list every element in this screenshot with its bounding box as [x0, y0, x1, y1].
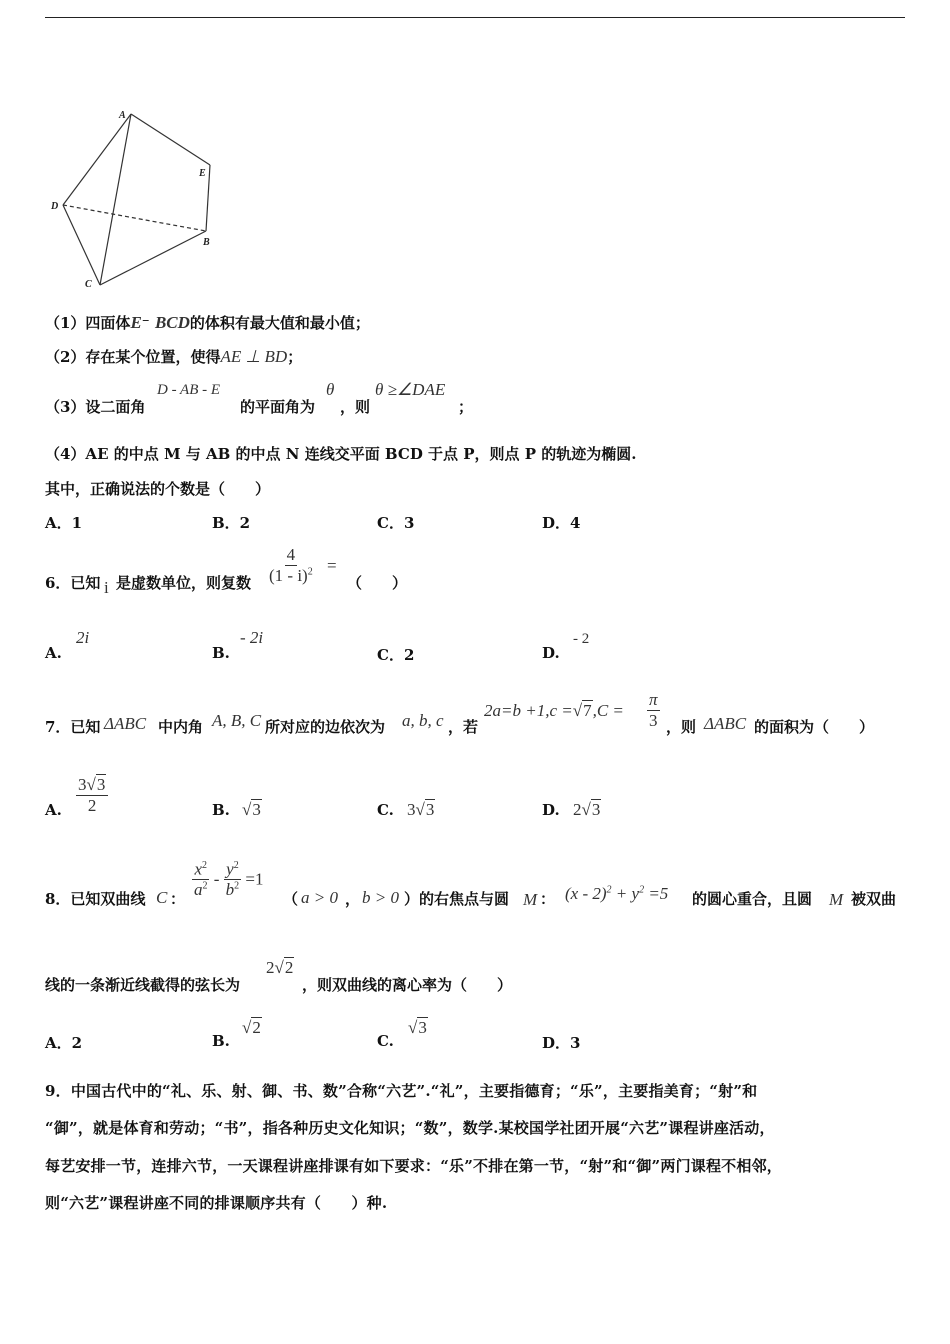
q7-option-b-label: B.: [212, 801, 230, 819]
edge-dc: [63, 205, 100, 285]
q9-line-1: 9．中国古代中的“礼、乐、射、御、书、数”合称“六艺”.“礼”，主要指德育；“乐”，主要指美育；“射”和: [45, 1082, 758, 1100]
q6-option-c: C．2: [377, 646, 415, 664]
q8-option-a: A．2: [45, 1034, 83, 1052]
tetrahedron-figure: [45, 100, 225, 295]
q7-condition: 2a=b +1,c =√7,C =: [484, 701, 624, 720]
q7-option-c-label: C.: [377, 801, 394, 819]
q7-option-a-value: $\frac{3√3}{2}$: [76, 776, 108, 816]
q8-option-d: D．3: [542, 1034, 581, 1052]
q7-option-d-label: D.: [542, 801, 560, 819]
label-a: A: [119, 110, 126, 121]
q5-theta: θ: [326, 380, 335, 399]
q8-cond-close: ）的右焦点与圆: [404, 890, 510, 908]
q7-three: 3: [649, 710, 658, 730]
q7-stem-mid4: ，则: [666, 718, 697, 736]
q8-circle-m: M: [523, 890, 538, 909]
q6-fraction-num: 4: [286, 545, 296, 564]
q8-chord-length: 2√2: [266, 958, 294, 977]
q5-option-a: A．1: [45, 514, 83, 532]
q6-option-b-label: B.: [212, 644, 230, 662]
q6-option-a-label: A.: [45, 644, 62, 662]
q7-stem-pre: 7．已知: [45, 718, 101, 736]
label-e: E: [199, 168, 206, 179]
q5-statement-1: （1）四面体E⁻ BCD的体积有最大值和最小值；: [45, 313, 370, 332]
q8-option-c-label: C.: [377, 1032, 394, 1050]
q7-stem-mid1: 中内角: [158, 718, 204, 736]
q5-question: 其中，正确说法的个数是（ ）: [45, 480, 271, 498]
q6-fraction-den: (1 - i)$^2$: [269, 565, 313, 585]
label-d: D: [51, 201, 59, 212]
q6-stem-pre: 6．已知: [45, 574, 101, 592]
label-b: B: [203, 237, 210, 248]
edge-db-dashed: [63, 205, 206, 231]
q5-statement-3-end: ；: [458, 398, 474, 416]
edge-cb: [100, 231, 206, 285]
q8-option-c-value: √3: [408, 1018, 427, 1037]
q6-stem-mid: 是虚数单位，则复数: [116, 574, 252, 592]
q7-option-a-label: A.: [45, 801, 62, 819]
q8-hyperbola-c: C: [156, 888, 168, 907]
q6-option-d-value: - 2: [573, 631, 590, 647]
q8-cond-b: b > 0: [362, 888, 399, 907]
q7-sides: a, b, c: [402, 711, 444, 730]
q8-cond-sep: ，: [345, 890, 361, 908]
q9-line-3: 每艺安排一节，连排六节，一天课程讲座排课有如下要求：“乐”不排在第一节，“射”和“御”两门课程不相邻，: [45, 1157, 782, 1175]
q6-option-b-value: - 2i: [240, 628, 264, 647]
q8-stem-post1: 的圆心重合，且圆: [692, 890, 813, 908]
q8-cond-open: （: [283, 890, 299, 908]
q5-theta-inequality: θ ≥∠DAE: [375, 380, 446, 399]
q6-option-d-label: D.: [542, 644, 560, 662]
q6-i: i: [104, 578, 109, 597]
q6-stem-post: （ ）: [347, 574, 408, 592]
edge-ad: [63, 114, 131, 205]
q9-line-4: 则“六艺”课程讲座不同的排课顺序共有（ ）种.: [45, 1194, 388, 1212]
q5-option-d: D．4: [542, 514, 581, 532]
q7-stem-post: 的面积为（ ）: [754, 718, 875, 736]
q7-triangle-2: ΔABC: [704, 714, 747, 733]
q8-option-b-label: B.: [212, 1032, 230, 1050]
q7-stem-mid2: 所对应的边依次为: [265, 718, 386, 736]
q7-option-d-value: 2√3: [573, 800, 601, 819]
q8-option-b-value: √2: [242, 1018, 261, 1037]
q8-cond-a: a > 0: [301, 888, 338, 907]
q7-triangle: ΔABC: [104, 714, 147, 733]
q7-pi: π: [649, 690, 658, 709]
q7-option-b-value: √3: [242, 800, 261, 819]
q5-statement-2: （2）存在某个位置，使得AE ⊥ BD；: [45, 347, 303, 366]
edge-ae: [131, 114, 210, 165]
q8-hyperbola-equation: $\frac{x^2}{a^2}$ - $\frac{y^2}{b^2}$ =1: [194, 859, 264, 900]
q6-equals: =: [327, 556, 337, 575]
q5-statement-3: （3）设二面角: [45, 398, 146, 416]
label-c: C: [85, 279, 92, 290]
q8-colon-2: ：: [540, 890, 556, 908]
header-rule: [45, 17, 905, 18]
q8-circle-m-2: M: [829, 890, 844, 909]
q8-circle-equation: $(x - 2)^2 + y^2 =5$: [565, 884, 669, 903]
q8-stem-post2: 被双曲: [851, 890, 897, 908]
q9-line-2: “御”，就是体育和劳动；“书”，指各种历史文化知识；“数”，数学.某校国学社团开展“六艺”课程讲座活动，: [45, 1119, 775, 1137]
q5-statement-3-then: ，则: [340, 398, 371, 416]
q5-option-b: B．2: [212, 514, 251, 532]
q7-angle-fraction: [647, 691, 660, 731]
q5-option-c: C．3: [377, 514, 415, 532]
q7-angles: A, B, C: [212, 711, 262, 730]
edge-ac: [100, 114, 131, 285]
q8-stem-pre: 8．已知双曲线: [45, 890, 146, 908]
q7-option-c-value: 3√3: [407, 800, 435, 819]
q8-line2-pre: 线的一条渐近线截得的弦长为: [45, 976, 241, 994]
q8-colon: ：: [170, 890, 186, 908]
q8-line2-post: ，则双曲线的离心率为（ ）: [302, 976, 513, 994]
edge-eb: [206, 165, 210, 231]
q7-stem-mid3: ，若: [448, 718, 479, 736]
q5-statement-4: （4）AE 的中点 M 与 AB 的中点 N 连线交平面 BCD 于点 P，则点 P 的轨迹为椭圆.: [45, 445, 637, 463]
q6-fraction: [267, 546, 315, 586]
q6-option-a-value: 2i: [76, 628, 90, 647]
q5-dihedral-angle: D - AB - E: [157, 382, 221, 398]
q5-statement-3-mid: 的平面角为: [240, 398, 316, 416]
